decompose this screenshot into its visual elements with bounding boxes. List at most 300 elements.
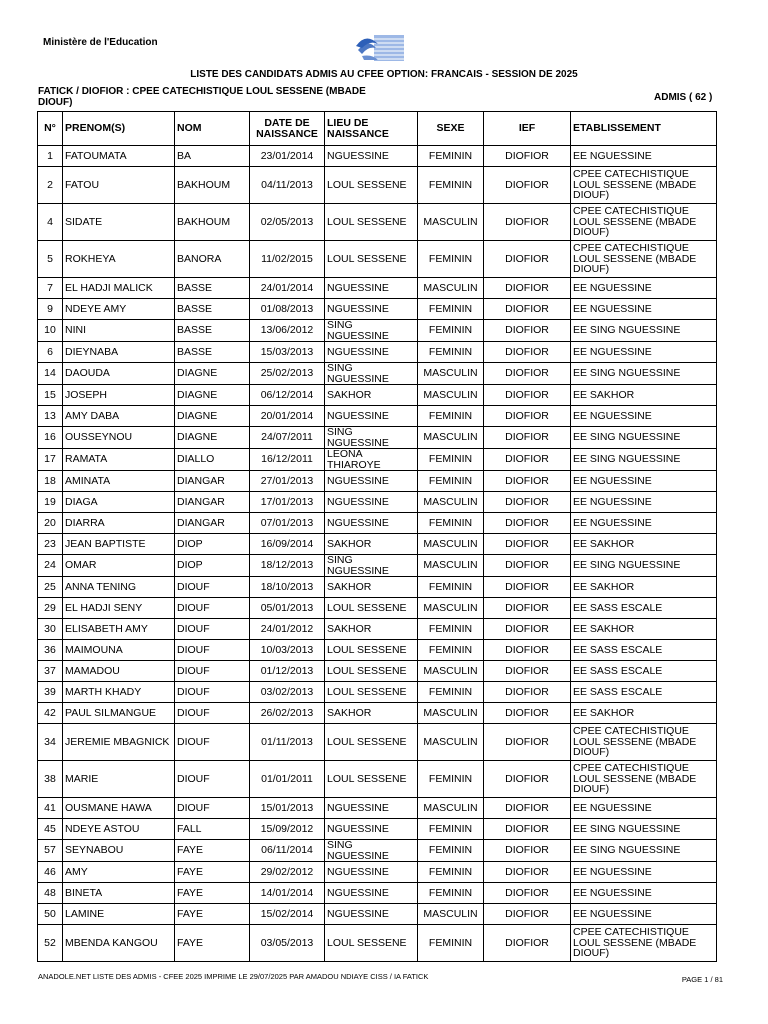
- ministry-logo-icon: [352, 34, 406, 62]
- cell-date-naissance: 02/05/2013: [250, 204, 325, 241]
- cell-ief: DIOFIOR: [484, 241, 571, 278]
- cell-date-naissance: 18/12/2013: [250, 555, 325, 577]
- cell-nom: BASSE: [175, 278, 250, 299]
- cell-prenom: MARIE: [63, 761, 175, 798]
- table-row: [38, 819, 717, 840]
- cell-etablissement: EE NGUESSINE: [571, 342, 717, 363]
- column-header-nom: NOM: [175, 112, 250, 146]
- cell-prenom: MAIMOUNA: [63, 640, 175, 661]
- cell-numero: 20: [38, 513, 63, 534]
- cell-etablissement: EE SASS ESCALE: [571, 661, 717, 682]
- cell-nom: DIOUF: [175, 798, 250, 819]
- cell-sexe: MASCULIN: [418, 724, 484, 761]
- cell-lieu-naissance: NGUESSINE: [325, 299, 418, 320]
- cell-sexe: FEMININ: [418, 682, 484, 703]
- cell-nom: DIOUF: [175, 703, 250, 724]
- cell-etablissement: CPEE CATECHISTIQUE LOUL SESSENE (MBADE DIOUF): [571, 241, 717, 278]
- cell-date-naissance: 18/10/2013: [250, 577, 325, 598]
- cell-numero: 5: [38, 241, 63, 278]
- cell-lieu-naissance: LOUL SESSENE: [325, 241, 418, 278]
- cell-nom: BA: [175, 146, 250, 167]
- cell-sexe: MASCULIN: [418, 363, 484, 385]
- cell-etablissement: EE NGUESSINE: [571, 471, 717, 492]
- cell-nom: FAYE: [175, 925, 250, 962]
- cell-sexe: FEMININ: [418, 925, 484, 962]
- cell-prenom: SIDATE: [63, 204, 175, 241]
- cell-nom: FAYE: [175, 883, 250, 904]
- cell-ief: DIOFIOR: [484, 278, 571, 299]
- cell-sexe: MASCULIN: [418, 661, 484, 682]
- cell-date-naissance: 07/01/2013: [250, 513, 325, 534]
- cell-lieu-naissance: LOUL SESSENE: [325, 640, 418, 661]
- cell-ief: DIOFIOR: [484, 761, 571, 798]
- cell-etablissement: EE SASS ESCALE: [571, 598, 717, 619]
- cell-prenom: MBENDA KANGOU: [63, 925, 175, 962]
- table-header-row: [38, 112, 717, 146]
- cell-numero: 46: [38, 862, 63, 883]
- cell-etablissement: CPEE CATECHISTIQUE LOUL SESSENE (MBADE DIOUF): [571, 761, 717, 798]
- cell-ief: DIOFIOR: [484, 513, 571, 534]
- cell-etablissement: EE NGUESSINE: [571, 798, 717, 819]
- cell-prenom: ROKHEYA: [63, 241, 175, 278]
- cell-ief: DIOFIOR: [484, 146, 571, 167]
- cell-date-naissance: 01/01/2011: [250, 761, 325, 798]
- cell-date-naissance: 14/01/2014: [250, 883, 325, 904]
- cell-nom: DIOP: [175, 555, 250, 577]
- cell-nom: FAYE: [175, 840, 250, 862]
- cell-sexe: FEMININ: [418, 862, 484, 883]
- cell-lieu-naissance: SAKHOR: [325, 703, 418, 724]
- cell-sexe: FEMININ: [418, 449, 484, 471]
- cell-nom: FAYE: [175, 862, 250, 883]
- cell-ief: DIOFIOR: [484, 883, 571, 904]
- cell-date-naissance: 11/02/2015: [250, 241, 325, 278]
- cell-sexe: FEMININ: [418, 840, 484, 862]
- cell-sexe: FEMININ: [418, 619, 484, 640]
- cell-prenom: OUSSEYNOU: [63, 427, 175, 449]
- cell-lieu-naissance: NGUESSINE: [325, 904, 418, 925]
- cell-ief: DIOFIOR: [484, 798, 571, 819]
- cell-numero: 18: [38, 471, 63, 492]
- cell-numero: 25: [38, 577, 63, 598]
- cell-prenom: OUSMANE HAWA: [63, 798, 175, 819]
- cell-lieu-naissance: SING NGUESSINE: [325, 363, 418, 385]
- cell-numero: 17: [38, 449, 63, 471]
- cell-prenom: ANNA TENING: [63, 577, 175, 598]
- cell-ief: DIOFIOR: [484, 342, 571, 363]
- cell-etablissement: EE NGUESSINE: [571, 146, 717, 167]
- cell-ief: DIOFIOR: [484, 492, 571, 513]
- cell-sexe: MASCULIN: [418, 904, 484, 925]
- cell-nom: DIALLO: [175, 449, 250, 471]
- cell-lieu-naissance: LOUL SESSENE: [325, 761, 418, 798]
- cell-nom: DIOP: [175, 534, 250, 555]
- cell-nom: DIANGAR: [175, 492, 250, 513]
- table-row: [38, 342, 717, 363]
- cell-ief: DIOFIOR: [484, 320, 571, 342]
- table-row: [38, 661, 717, 682]
- cell-nom: DIAGNE: [175, 427, 250, 449]
- cell-lieu-naissance: SING NGUESSINE: [325, 320, 418, 342]
- cell-prenom: JEREMIE MBAGNICK: [63, 724, 175, 761]
- cell-numero: 41: [38, 798, 63, 819]
- cell-nom: DIANGAR: [175, 513, 250, 534]
- cell-numero: 45: [38, 819, 63, 840]
- cell-lieu-naissance: SING NGUESSINE: [325, 555, 418, 577]
- cell-date-naissance: 15/09/2012: [250, 819, 325, 840]
- table-row: [38, 862, 717, 883]
- table-row: [38, 761, 717, 798]
- cell-date-naissance: 15/03/2013: [250, 342, 325, 363]
- cell-sexe: FEMININ: [418, 471, 484, 492]
- cell-sexe: MASCULIN: [418, 278, 484, 299]
- cell-etablissement: CPEE CATECHISTIQUE LOUL SESSENE (MBADE DIOUF): [571, 204, 717, 241]
- table-row: [38, 385, 717, 406]
- cell-lieu-naissance: NGUESSINE: [325, 798, 418, 819]
- cell-date-naissance: 06/11/2014: [250, 840, 325, 862]
- cell-numero: 14: [38, 363, 63, 385]
- cell-ief: DIOFIOR: [484, 925, 571, 962]
- cell-lieu-naissance: LOUL SESSENE: [325, 925, 418, 962]
- cell-prenom: PAUL SILMANGUE: [63, 703, 175, 724]
- cell-ief: DIOFIOR: [484, 682, 571, 703]
- cell-sexe: MASCULIN: [418, 492, 484, 513]
- cell-numero: 48: [38, 883, 63, 904]
- cell-ief: DIOFIOR: [484, 427, 571, 449]
- cell-date-naissance: 24/01/2012: [250, 619, 325, 640]
- cell-date-naissance: 20/01/2014: [250, 406, 325, 427]
- cell-sexe: FEMININ: [418, 577, 484, 598]
- table-row: [38, 406, 717, 427]
- cell-numero: 52: [38, 925, 63, 962]
- cell-nom: DIOUF: [175, 640, 250, 661]
- cell-ief: DIOFIOR: [484, 299, 571, 320]
- table-row: [38, 363, 717, 385]
- cell-lieu-naissance: NGUESSINE: [325, 819, 418, 840]
- cell-sexe: FEMININ: [418, 640, 484, 661]
- cell-sexe: FEMININ: [418, 342, 484, 363]
- cell-ief: DIOFIOR: [484, 819, 571, 840]
- cell-prenom: AMY: [63, 862, 175, 883]
- cell-prenom: FATOU: [63, 167, 175, 204]
- cell-prenom: DAOUDA: [63, 363, 175, 385]
- cell-date-naissance: 25/02/2013: [250, 363, 325, 385]
- cell-prenom: BINETA: [63, 883, 175, 904]
- table-row: [38, 492, 717, 513]
- cell-ief: DIOFIOR: [484, 363, 571, 385]
- cell-sexe: FEMININ: [418, 406, 484, 427]
- cell-etablissement: CPEE CATECHISTIQUE LOUL SESSENE (MBADE DIOUF): [571, 925, 717, 962]
- candidates-table: [37, 111, 717, 962]
- cell-numero: 19: [38, 492, 63, 513]
- column-header-numero: N°: [38, 112, 63, 146]
- column-header-lieu-naissance: LIEU DE NAISSANCE: [325, 112, 418, 146]
- column-header-date-naissance: DATE DE NAISSANCE: [250, 112, 325, 146]
- cell-prenom: ELISABETH AMY: [63, 619, 175, 640]
- cell-date-naissance: 17/01/2013: [250, 492, 325, 513]
- cell-numero: 23: [38, 534, 63, 555]
- cell-numero: 7: [38, 278, 63, 299]
- table-row: [38, 577, 717, 598]
- cell-nom: BANORA: [175, 241, 250, 278]
- cell-prenom: DIEYNABA: [63, 342, 175, 363]
- cell-lieu-naissance: SING NGUESSINE: [325, 427, 418, 449]
- cell-prenom: JEAN BAPTISTE: [63, 534, 175, 555]
- cell-prenom: DIAGA: [63, 492, 175, 513]
- cell-lieu-naissance: SAKHOR: [325, 385, 418, 406]
- cell-nom: BASSE: [175, 299, 250, 320]
- cell-sexe: FEMININ: [418, 299, 484, 320]
- cell-nom: FALL: [175, 819, 250, 840]
- cell-etablissement: EE SING NGUESSINE: [571, 427, 717, 449]
- column-header-etablissement: ETABLISSEMENT: [571, 112, 717, 146]
- table-row: [38, 427, 717, 449]
- cell-lieu-naissance: SAKHOR: [325, 534, 418, 555]
- cell-lieu-naissance: NGUESSINE: [325, 513, 418, 534]
- cell-lieu-naissance: LOUL SESSENE: [325, 682, 418, 703]
- footer-print-info: ANADOLE.NET LISTE DES ADMIS - CFEE 2025 IMPRIME LE 29/07/2025 PAR AMADOU NDIAYE CISS / IA FATICK: [38, 972, 429, 981]
- cell-numero: 37: [38, 661, 63, 682]
- cell-prenom: NDEYE AMY: [63, 299, 175, 320]
- table-row: [38, 167, 717, 204]
- cell-sexe: FEMININ: [418, 761, 484, 798]
- cell-nom: DIOUF: [175, 577, 250, 598]
- cell-sexe: MASCULIN: [418, 534, 484, 555]
- cell-nom: DIOUF: [175, 761, 250, 798]
- cell-date-naissance: 03/02/2013: [250, 682, 325, 703]
- cell-numero: 36: [38, 640, 63, 661]
- cell-etablissement: CPEE CATECHISTIQUE LOUL SESSENE (MBADE DIOUF): [571, 167, 717, 204]
- cell-prenom: NINI: [63, 320, 175, 342]
- cell-numero: 16: [38, 427, 63, 449]
- cell-lieu-naissance: NGUESSINE: [325, 471, 418, 492]
- cell-prenom: MARTH KHADY: [63, 682, 175, 703]
- cell-lieu-naissance: NGUESSINE: [325, 883, 418, 904]
- cell-sexe: MASCULIN: [418, 798, 484, 819]
- table-row: [38, 204, 717, 241]
- column-header-prenom: PRENOM(S): [63, 112, 175, 146]
- cell-etablissement: EE SAKHOR: [571, 534, 717, 555]
- table-row: [38, 278, 717, 299]
- cell-etablissement: EE NGUESSINE: [571, 278, 717, 299]
- cell-lieu-naissance: LOUL SESSENE: [325, 661, 418, 682]
- cell-numero: 2: [38, 167, 63, 204]
- cell-date-naissance: 23/01/2014: [250, 146, 325, 167]
- cell-date-naissance: 15/02/2014: [250, 904, 325, 925]
- cell-sexe: MASCULIN: [418, 204, 484, 241]
- cell-date-naissance: 24/07/2011: [250, 427, 325, 449]
- table-row: [38, 703, 717, 724]
- cell-sexe: MASCULIN: [418, 427, 484, 449]
- table-row: [38, 513, 717, 534]
- cell-numero: 24: [38, 555, 63, 577]
- cell-etablissement: EE SING NGUESSINE: [571, 449, 717, 471]
- cell-prenom: MAMADOU: [63, 661, 175, 682]
- cell-ief: DIOFIOR: [484, 204, 571, 241]
- cell-etablissement: EE NGUESSINE: [571, 492, 717, 513]
- cell-etablissement: EE SAKHOR: [571, 619, 717, 640]
- cell-numero: 57: [38, 840, 63, 862]
- cell-nom: DIANGAR: [175, 471, 250, 492]
- cell-sexe: MASCULIN: [418, 703, 484, 724]
- table-row: [38, 840, 717, 862]
- cell-etablissement: EE NGUESSINE: [571, 904, 717, 925]
- page-number: PAGE 1 / 81: [681, 975, 723, 984]
- cell-numero: 39: [38, 682, 63, 703]
- cell-date-naissance: 29/02/2012: [250, 862, 325, 883]
- cell-date-naissance: 06/12/2014: [250, 385, 325, 406]
- column-header-ief: IEF: [484, 112, 571, 146]
- cell-ief: DIOFIOR: [484, 904, 571, 925]
- table-row: [38, 598, 717, 619]
- cell-numero: 6: [38, 342, 63, 363]
- cell-numero: 42: [38, 703, 63, 724]
- cell-lieu-naissance: NGUESSINE: [325, 492, 418, 513]
- cell-sexe: FEMININ: [418, 146, 484, 167]
- cell-sexe: FEMININ: [418, 513, 484, 534]
- cell-numero: 15: [38, 385, 63, 406]
- cell-lieu-naissance: NGUESSINE: [325, 342, 418, 363]
- cell-date-naissance: 16/12/2011: [250, 449, 325, 471]
- cell-ief: DIOFIOR: [484, 703, 571, 724]
- cell-etablissement: EE NGUESSINE: [571, 406, 717, 427]
- table-row: [38, 299, 717, 320]
- table-row: [38, 619, 717, 640]
- cell-prenom: OMAR: [63, 555, 175, 577]
- cell-ief: DIOFIOR: [484, 449, 571, 471]
- cell-nom: DIOUF: [175, 598, 250, 619]
- table-row: [38, 724, 717, 761]
- cell-sexe: FEMININ: [418, 883, 484, 904]
- cell-prenom: AMY DABA: [63, 406, 175, 427]
- school-subtitle: FATICK / DIOFIOR : CPEE CATECHISTIQUE LOUL SESSENE (MBADE DIOUF): [38, 86, 366, 108]
- cell-date-naissance: 16/09/2014: [250, 534, 325, 555]
- cell-date-naissance: 27/01/2013: [250, 471, 325, 492]
- cell-numero: 9: [38, 299, 63, 320]
- table-row: [38, 449, 717, 471]
- cell-lieu-naissance: SING NGUESSINE: [325, 840, 418, 862]
- cell-prenom: LAMINE: [63, 904, 175, 925]
- cell-ief: DIOFIOR: [484, 385, 571, 406]
- cell-ief: DIOFIOR: [484, 167, 571, 204]
- ministry-name: Ministère de l'Education: [43, 37, 158, 48]
- table-row: [38, 146, 717, 167]
- cell-etablissement: EE SING NGUESSINE: [571, 320, 717, 342]
- cell-ief: DIOFIOR: [484, 724, 571, 761]
- cell-prenom: EL HADJI MALICK: [63, 278, 175, 299]
- cell-numero: 30: [38, 619, 63, 640]
- cell-sexe: FEMININ: [418, 320, 484, 342]
- cell-date-naissance: 15/01/2013: [250, 798, 325, 819]
- cell-date-naissance: 01/12/2013: [250, 661, 325, 682]
- cell-sexe: MASCULIN: [418, 598, 484, 619]
- cell-numero: 34: [38, 724, 63, 761]
- cell-lieu-naissance: LOUL SESSENE: [325, 167, 418, 204]
- column-header-sexe: SEXE: [418, 112, 484, 146]
- cell-date-naissance: 26/02/2013: [250, 703, 325, 724]
- cell-etablissement: EE SING NGUESSINE: [571, 555, 717, 577]
- cell-ief: DIOFIOR: [484, 840, 571, 862]
- cell-date-naissance: 03/05/2013: [250, 925, 325, 962]
- cell-etablissement: EE NGUESSINE: [571, 883, 717, 904]
- cell-date-naissance: 01/11/2013: [250, 724, 325, 761]
- cell-prenom: FATOUMATA: [63, 146, 175, 167]
- cell-ief: DIOFIOR: [484, 534, 571, 555]
- table-row: [38, 883, 717, 904]
- cell-sexe: MASCULIN: [418, 385, 484, 406]
- cell-prenom: AMINATA: [63, 471, 175, 492]
- cell-nom: DIOUF: [175, 724, 250, 761]
- cell-date-naissance: 24/01/2014: [250, 278, 325, 299]
- cell-prenom: EL HADJI SENY: [63, 598, 175, 619]
- cell-ief: DIOFIOR: [484, 862, 571, 883]
- cell-ief: DIOFIOR: [484, 661, 571, 682]
- cell-nom: DIAGNE: [175, 406, 250, 427]
- cell-ief: DIOFIOR: [484, 406, 571, 427]
- cell-ief: DIOFIOR: [484, 598, 571, 619]
- cell-nom: BASSE: [175, 342, 250, 363]
- table-row: [38, 925, 717, 962]
- cell-sexe: FEMININ: [418, 167, 484, 204]
- cell-etablissement: EE SAKHOR: [571, 385, 717, 406]
- table-row: [38, 320, 717, 342]
- cell-ief: DIOFIOR: [484, 555, 571, 577]
- cell-nom: BAKHOUM: [175, 167, 250, 204]
- cell-nom: FAYE: [175, 904, 250, 925]
- cell-etablissement: CPEE CATECHISTIQUE LOUL SESSENE (MBADE DIOUF): [571, 724, 717, 761]
- cell-ief: DIOFIOR: [484, 619, 571, 640]
- cell-numero: 13: [38, 406, 63, 427]
- cell-lieu-naissance: LOUL SESSENE: [325, 724, 418, 761]
- cell-nom: DIAGNE: [175, 385, 250, 406]
- cell-prenom: SEYNABOU: [63, 840, 175, 862]
- table-row: [38, 904, 717, 925]
- admis-count: ADMIS ( 62 ): [654, 92, 713, 103]
- table-row: [38, 555, 717, 577]
- cell-numero: 4: [38, 204, 63, 241]
- cell-lieu-naissance: LOUL SESSENE: [325, 598, 418, 619]
- cell-date-naissance: 13/06/2012: [250, 320, 325, 342]
- cell-date-naissance: 05/01/2013: [250, 598, 325, 619]
- cell-lieu-naissance: LEONA THIAROYE: [325, 449, 418, 471]
- cell-date-naissance: 10/03/2013: [250, 640, 325, 661]
- cell-etablissement: EE SING NGUESSINE: [571, 363, 717, 385]
- cell-ief: DIOFIOR: [484, 471, 571, 492]
- cell-date-naissance: 04/11/2013: [250, 167, 325, 204]
- cell-numero: 29: [38, 598, 63, 619]
- cell-sexe: MASCULIN: [418, 555, 484, 577]
- cell-etablissement: EE SASS ESCALE: [571, 682, 717, 703]
- table-row: [38, 640, 717, 661]
- cell-nom: DIOUF: [175, 682, 250, 703]
- cell-etablissement: EE SAKHOR: [571, 577, 717, 598]
- cell-prenom: DIARRA: [63, 513, 175, 534]
- cell-lieu-naissance: SAKHOR: [325, 577, 418, 598]
- cell-nom: DIOUF: [175, 619, 250, 640]
- cell-lieu-naissance: LOUL SESSENE: [325, 204, 418, 241]
- table-row: [38, 682, 717, 703]
- cell-etablissement: EE NGUESSINE: [571, 513, 717, 534]
- cell-ief: DIOFIOR: [484, 640, 571, 661]
- cell-nom: DIOUF: [175, 661, 250, 682]
- cell-nom: DIAGNE: [175, 363, 250, 385]
- document-title: LISTE DES CANDIDATS ADMIS AU CFEE OPTION: FRANCAIS - SESSION DE 2025: [190, 69, 578, 80]
- cell-prenom: JOSEPH: [63, 385, 175, 406]
- cell-nom: BAKHOUM: [175, 204, 250, 241]
- cell-lieu-naissance: NGUESSINE: [325, 146, 418, 167]
- cell-lieu-naissance: NGUESSINE: [325, 406, 418, 427]
- cell-numero: 10: [38, 320, 63, 342]
